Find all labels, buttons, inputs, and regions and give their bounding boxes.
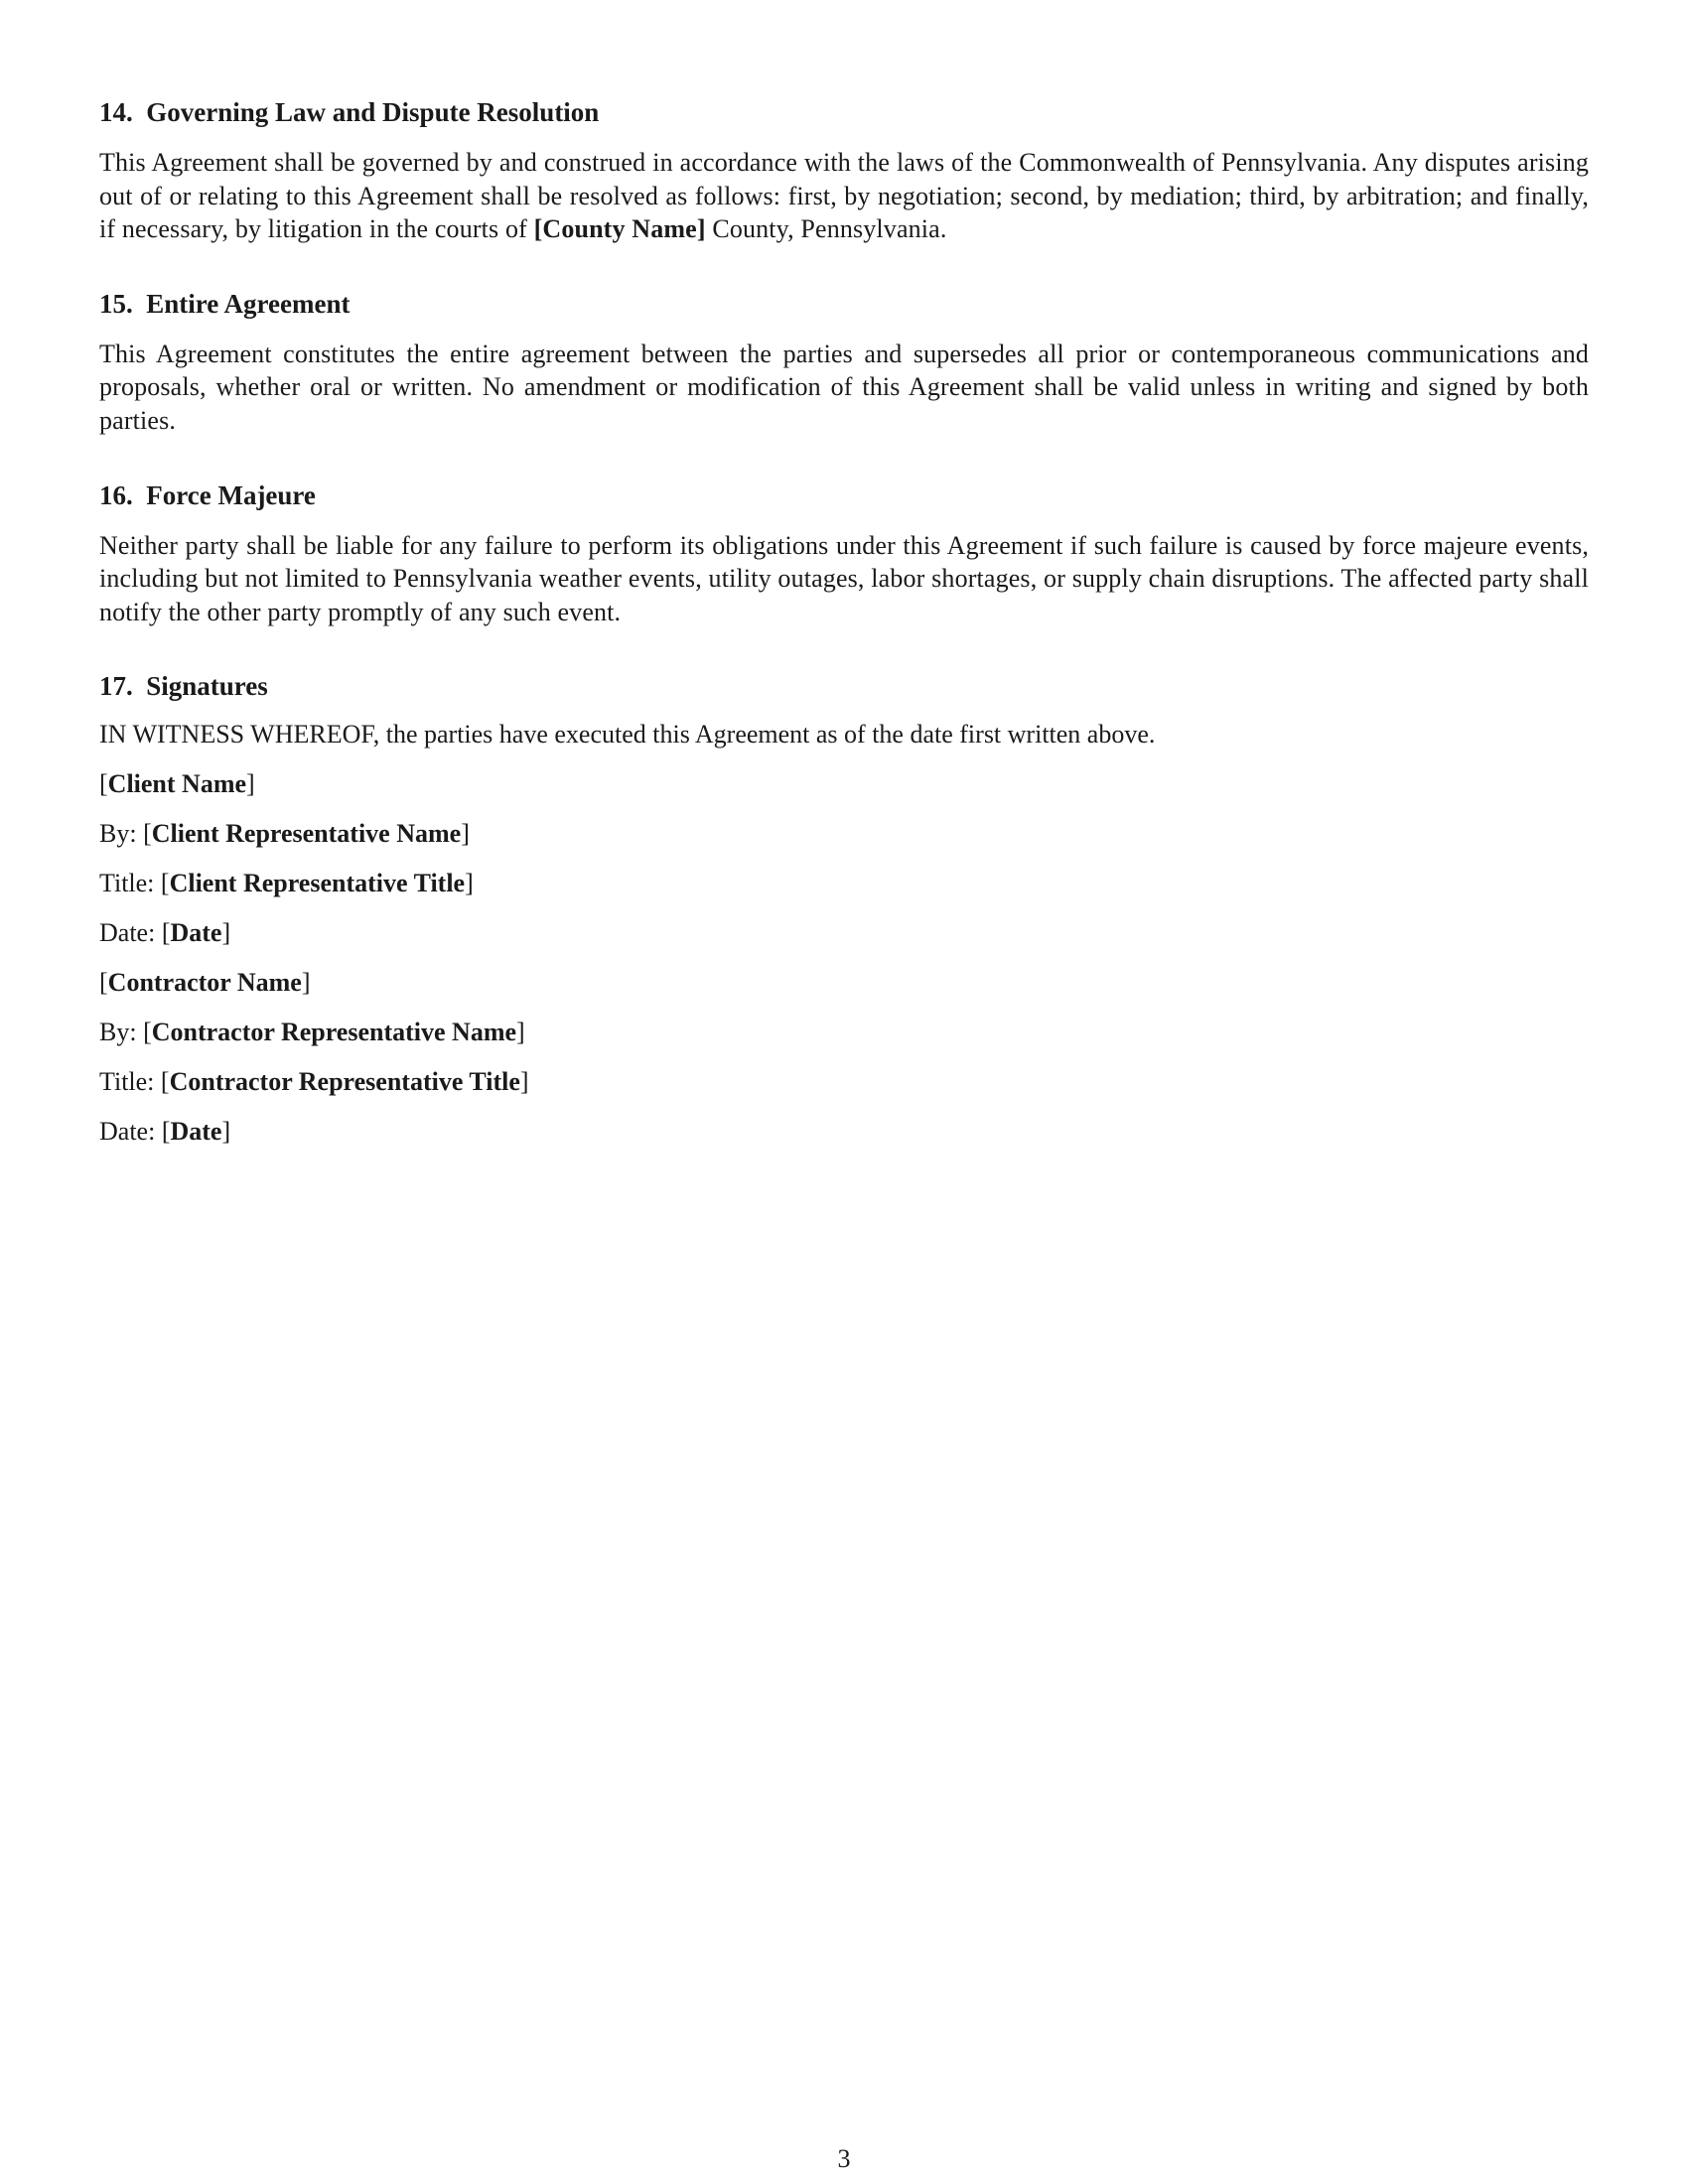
contractor-name-line xyxy=(99,966,1589,1000)
section-number: 14. xyxy=(99,97,133,127)
section-17 xyxy=(99,669,1589,1149)
by-label: By: xyxy=(99,1018,137,1047)
title-label: Title: xyxy=(99,1067,155,1097)
section-title: Signatures xyxy=(146,671,268,702)
contractor-name: Contractor Name xyxy=(107,968,302,998)
contractor-date-line: Date: [Date] xyxy=(99,1117,231,1147)
client-date-line: Date: [Date] xyxy=(99,918,231,948)
client-signature-block xyxy=(99,767,1589,950)
section-heading xyxy=(99,287,1589,321)
client-name: Client Name xyxy=(107,769,247,799)
contractor-by-line: By: [Contractor Representative Name] xyxy=(99,1018,525,1047)
client-date: Date xyxy=(170,918,222,948)
witness-statement: IN WITNESS WHEREOF, the parties have executed this Agreement as of the date first written above. xyxy=(99,720,1156,750)
section-15 xyxy=(99,287,1589,438)
body-text: This Agreement shall be governed by and construed in accordance with the laws of the Commonwealth of Pennsylvania. Any disputes arising out of or relating to this Agreement shall be resolved as follows: first, by negotiation; second, by mediation; third, by arbitration; and finally, if necessary, by litigation in the courts of xyxy=(99,148,1589,244)
bracket-close: ] xyxy=(246,769,255,799)
section-14 xyxy=(99,95,1589,246)
bracket-open: [ xyxy=(99,968,108,998)
county-placeholder: [County Name] xyxy=(533,214,706,244)
contractor-title-line: Title: [Contractor Representative Title] xyxy=(99,1067,529,1097)
section-body: Neither party shall be liable for any failure to perform its obligations under this Agreement if such failure is caused by force majeure events, including but not limited to Pennsylvania weather events, utility outages, labor shortages, or supply chain disruptions. The affected party shall notify the other party promptly of any such event. xyxy=(99,530,1589,626)
client-title-line: Title: [Client Representative Title] xyxy=(99,869,474,898)
section-title: Force Majeure xyxy=(146,479,316,510)
body-text-end: County, Pennsylvania. xyxy=(705,214,947,244)
contractor-date: Date xyxy=(170,1117,222,1147)
client-representative-name: Client Representative Name xyxy=(151,819,462,849)
page-number: 3 xyxy=(837,2144,851,2173)
section-title: Entire Agreement xyxy=(146,288,351,319)
document-page xyxy=(99,95,1589,1188)
section-heading xyxy=(99,95,1589,129)
section-body xyxy=(99,146,1589,246)
section-number: 17. xyxy=(99,671,133,702)
contractor-representative-name: Contractor Representative Name xyxy=(151,1018,517,1047)
contractor-signature-block xyxy=(99,966,1589,1149)
client-by-line: By: [Client Representative Name] xyxy=(99,819,470,849)
date-label: Date: xyxy=(99,1117,156,1147)
section-heading xyxy=(99,478,1589,512)
date-label: Date: xyxy=(99,918,156,948)
section-title: Governing Law and Dispute Resolution xyxy=(146,97,600,127)
by-label: By: xyxy=(99,819,137,849)
section-number: 15. xyxy=(99,288,133,319)
bracket-open: [ xyxy=(99,769,108,799)
client-representative-title: Client Representative Title xyxy=(169,869,466,898)
contractor-representative-title: Contractor Representative Title xyxy=(169,1067,520,1097)
bracket-close: ] xyxy=(301,968,311,998)
section-heading xyxy=(99,669,1589,703)
section-16 xyxy=(99,478,1589,629)
section-body: This Agreement constitutes the entire agreement between the parties and supersedes all prior or contemporaneous communications and proposals, whether oral or written. No amendment or modification of this Agreement shall be valid unless in writing and signed by both parties. xyxy=(99,339,1589,435)
section-number: 16. xyxy=(99,479,133,510)
client-name-line xyxy=(99,767,1589,801)
title-label: Title: xyxy=(99,869,155,898)
